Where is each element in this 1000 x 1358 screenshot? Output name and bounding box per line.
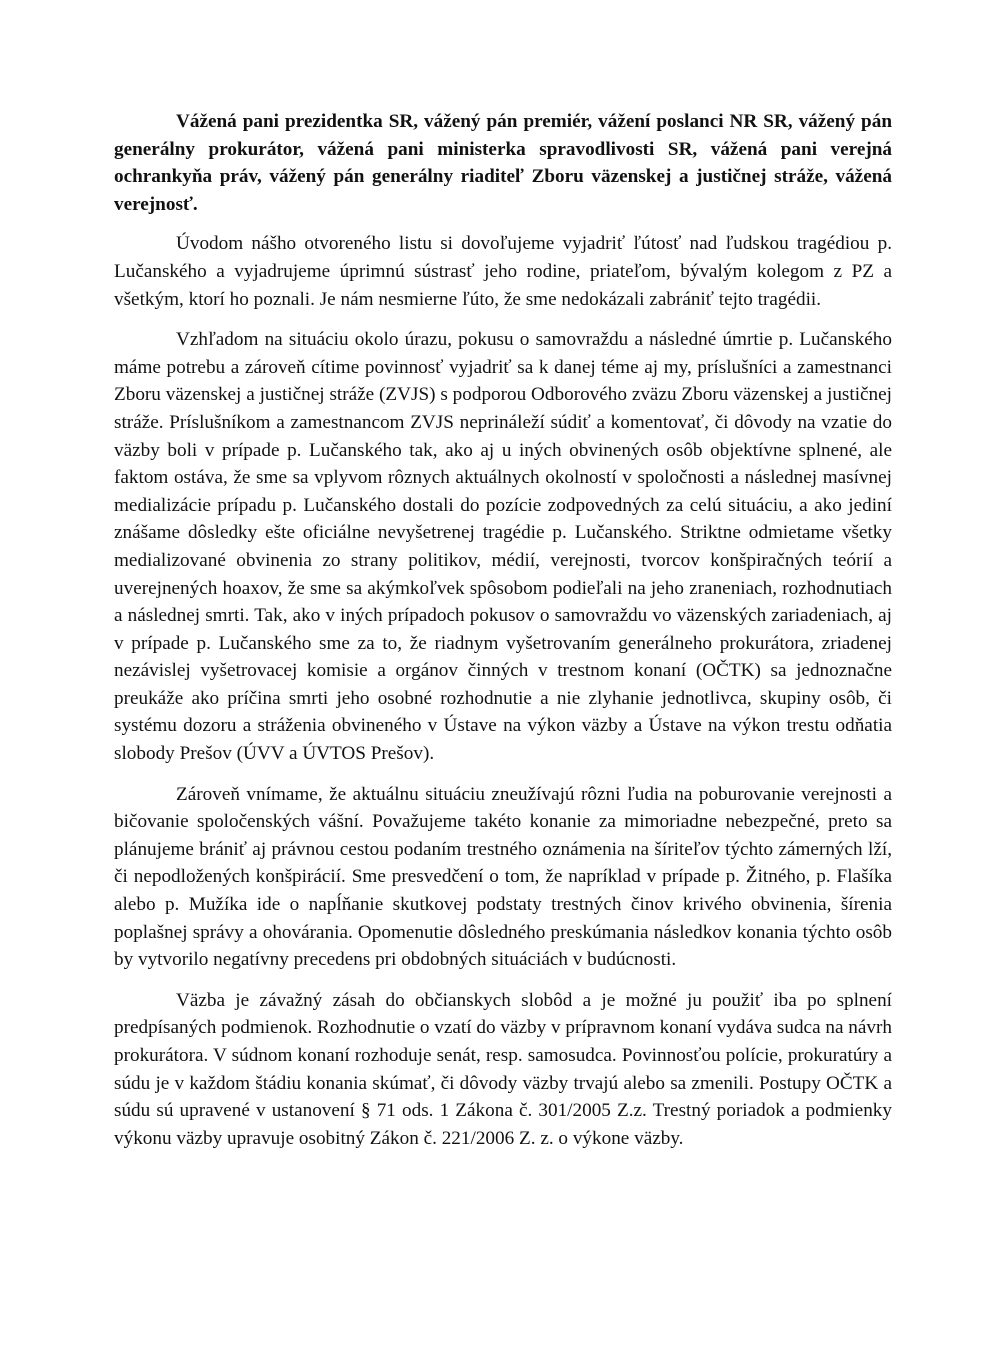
paragraph-intro: Úvodom nášho otvoreného listu si dovoľujeme vyjadriť ľútosť nad ľudskou tragédiou p. Lučanského a vyjadrujeme úprimnú sústrasť jeho rodine, priateľom, bývalým kolegom z PZ a všetkým, ktorí ho poznali. Je nám nesmierne ľúto, že sme nedokázali zabrániť tejto tragédii. bbox=[114, 233, 892, 310]
paragraph-misuse: Zároveň vnímame, že aktuálnu situáciu zneužívajú rôzni ľudia na poburovanie verejnosti a bičovanie spoločenských vášní. Považujeme takéto konanie za mimoriadne nebezpečné, preto sa plánujeme brániť aj právnou cestou podaním trestného oznámenia na šíriteľov týchto zámerných lží, či nepodložených konšpirácií. Sme presvedčení o tom, že napríklad v prípade p. Žitného, p. Flašíka alebo p. Mužíka ide o napĺňanie skutkovej podstaty trestných činov krivého obvinenia, šírenia poplašnej správy a ohovárania. Opomenutie dôsledného preskúmania následkov konania týchto osôb by vytvorilo negatívny precedens pri obdobných situáciách v budúcnosti. bbox=[114, 783, 892, 971]
salutation: Vážená pani prezidentka SR, vážený pán premiér, vážení poslanci NR SR, vážený pán generálny prokurátor, vážená pani ministerka spravodlivosti SR, vážená pani verejná ochrankyňa práv, vážený pán generálny riaditeľ Zboru väzenskej a justičnej stráže, vážená verejnosť. bbox=[114, 111, 892, 215]
paragraph-situation: Vzhľadom na situáciu okolo úrazu, pokusu o samovraždu a následné úmrtie p. Lučanského máme potrebu a zároveň cítime povinnosť vyjadriť sa k danej téme aj my, príslušníci a zamestnanci Zboru väzenskej a justičnej stráže (ZVJS) s podporou Odborového zväzu Zboru väzenskej a justičnej stráže. Príslušníkom a zamestnancom ZVJS neprináleží súdiť a komentovať, či dôvody na vzatie do väzby boli v prípade p. Lučanského tak, ako aj u iných obvinených osôb objektívne splnené, ale faktom ostáva, že sme sa vplyvom rôznych aktuálnych okolností v spoločnosti a následnej masívnej medializácie prípadu p. Lučanského dostali do pozície zodpovedných za celú situáciu, a ako jediní znášame dôsledky ešte oficiálne nevyšetrenej tragédie p. Lučanského. Striktne odmietame všetky medializované obvinenia zo strany politikov, médií, verejnosti, tvorcov konšpiračných teórií a uverejnených hoaxov, že sme sa akýmkoľvek spôsobom podieľali na jeho zraneniach, rozhodnutiach a následnej smrti. Tak, ako v iných prípadoch pokusov o samovraždu vo väzenských zariadeniach, aj v prípade p. Lučanského sme za to, že riadnym vyšetrovaním generálneho prokurátora, zriadenej nezávislej vyšetrovacej komisie a orgánov činných v trestnom konaní (OČTK) sa jednoznačne preukáže ako príčina smrti jeho osobné rozhodnutie a nie zlyhanie jednotlivca, skupiny osôb, či systému dozoru a stráženia obvineného v Ústave na výkon väzby a Ústave na výkon trestu odňatia slobody Prešov (ÚVV a ÚVTOS Prešov). bbox=[114, 329, 892, 765]
letter-body bbox=[114, 108, 892, 1152]
paragraph-custody: Väzba je závažný zásah do občianskych slobôd a je možné ju použiť iba po splnení predpísaných podmienok. Rozhodnutie o vzatí do väzby v prípravnom konaní vydáva sudca na návrh prokurátora. V súdnom konaní rozhoduje senát, resp. samosudca. Povinnosťou polície, prokuratúry a súdu je v každom štádiu konania skúmať, či dôvody väzby trvajú alebo sa zmenili. Postupy OČTK a súdu sú upravené v ustanovení § 71 ods. 1 Zákona č. 301/2005 Z.z. Trestný poriadok a podmienky výkonu väzby upravuje osobitný Zákon č. 221/2006 Z. z. o výkone väzby. bbox=[114, 989, 892, 1149]
